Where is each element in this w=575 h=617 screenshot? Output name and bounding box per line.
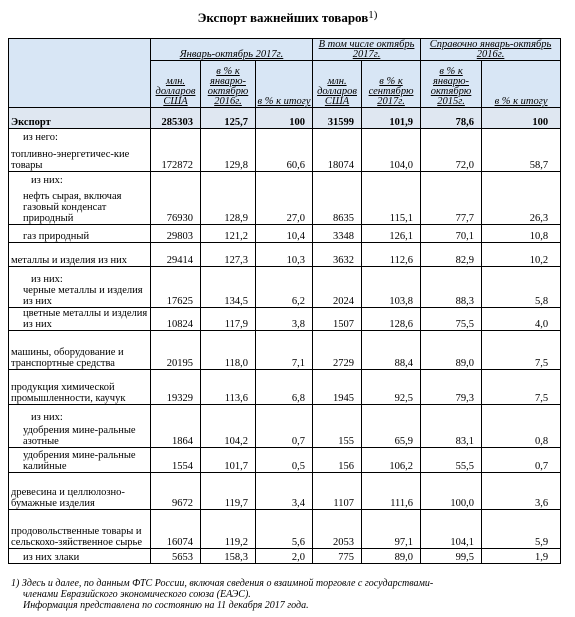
cell-col-6: 77,7: [421, 186, 482, 225]
table-row: [9, 143, 561, 172]
cell-col-7: 0,7: [482, 448, 561, 473]
cell-col-6: 70,1: [421, 225, 482, 243]
cell-col-4: 2024: [313, 285, 362, 308]
row-label: Экспорт: [9, 108, 151, 129]
cell-col-4: [313, 129, 362, 144]
table-row: [9, 267, 561, 286]
cell-col-2: 118,0: [201, 331, 256, 370]
cell-col-3: 3,4: [256, 473, 313, 510]
cell-col-2: 121,2: [201, 225, 256, 243]
row-label: удобрения мине-ральные азотные: [9, 423, 151, 448]
cell-col-2: [201, 267, 256, 286]
cell-col-3: [256, 129, 313, 144]
row-label: из них злаки: [9, 549, 151, 564]
cell-col-3: 10,3: [256, 243, 313, 267]
cell-col-6: [421, 172, 482, 187]
cell-col-1: [151, 172, 201, 187]
title-text: Экспорт важнейших товаров: [197, 10, 369, 25]
row-label: древесина и целлюлозно-бумажные изделия: [9, 473, 151, 510]
cell-col-7: [482, 405, 561, 424]
cell-col-2: [201, 405, 256, 424]
cell-col-6: 100,0: [421, 473, 482, 510]
cell-col-1: 29414: [151, 243, 201, 267]
cell-col-4: 2053: [313, 510, 362, 549]
cell-col-2: 104,2: [201, 423, 256, 448]
cell-col-7: 7,5: [482, 331, 561, 370]
header-pct-total: в % к итогу: [256, 61, 313, 108]
cell-col-5: 128,6: [362, 308, 421, 331]
cell-col-5: 88,4: [362, 331, 421, 370]
cell-col-2: 119,2: [201, 510, 256, 549]
footnote-2: членами Евразийского экономического союза (ЕАЭС).: [23, 589, 251, 600]
row-label: из него:: [9, 129, 151, 144]
table-row: [9, 285, 561, 308]
table-row: [9, 331, 561, 370]
header-mln-usd-oct: млн. долларов США: [313, 61, 362, 108]
cell-col-7: 10,8: [482, 225, 561, 243]
table-row: [9, 510, 561, 549]
cell-col-3: 3,8: [256, 308, 313, 331]
cell-col-4: 8635: [313, 186, 362, 225]
cell-col-1: [151, 405, 201, 424]
cell-col-7: 5,9: [482, 510, 561, 549]
row-label: продукция химической промышленности, каучук: [9, 370, 151, 405]
cell-col-2: 158,3: [201, 549, 256, 564]
row-label: газ природный: [9, 225, 151, 243]
cell-col-7: 5,8: [482, 285, 561, 308]
cell-col-7: 10,2: [482, 243, 561, 267]
cell-col-3: 6,8: [256, 370, 313, 405]
cell-col-4: 1507: [313, 308, 362, 331]
cell-col-5: 92,5: [362, 370, 421, 405]
cell-col-6: 75,5: [421, 308, 482, 331]
cell-col-1: 29803: [151, 225, 201, 243]
table-body: [9, 108, 561, 564]
cell-col-3: 6,2: [256, 285, 313, 308]
cell-col-6: 72,0: [421, 143, 482, 172]
cell-col-4: 1945: [313, 370, 362, 405]
cell-col-1: 20195: [151, 331, 201, 370]
header-group-jan-oct-2017: Январь-октябрь 2017г.: [151, 39, 313, 61]
cell-col-2: [201, 129, 256, 144]
cell-col-3: 60,6: [256, 143, 313, 172]
table-row: [9, 225, 561, 243]
table-row: [9, 549, 561, 564]
cell-col-2: 134,5: [201, 285, 256, 308]
header-pct-total-2016: в % к итогу: [482, 61, 561, 108]
cell-col-3: 7,1: [256, 331, 313, 370]
cell-col-3: 10,4: [256, 225, 313, 243]
cell-col-3: 0,5: [256, 448, 313, 473]
row-label: цветные металлы и изделия из них: [9, 308, 151, 331]
title-footnote-mark: 1): [368, 9, 378, 21]
cell-col-2: 113,6: [201, 370, 256, 405]
cell-col-1: [151, 129, 201, 144]
cell-col-3: 27,0: [256, 186, 313, 225]
header-mln-usd: млн. долларов США: [151, 61, 201, 108]
cell-col-1: 76930: [151, 186, 201, 225]
cell-col-2: 129,8: [201, 143, 256, 172]
cell-col-7: 4,0: [482, 308, 561, 331]
cell-col-7: 100: [482, 108, 561, 129]
cell-col-5: 101,9: [362, 108, 421, 129]
cell-col-1: 285303: [151, 108, 201, 129]
cell-col-6: [421, 267, 482, 286]
cell-col-3: 0,7: [256, 423, 313, 448]
cell-col-1: [151, 267, 201, 286]
header-group-oct-2017: В том числе октябрь 2017г.: [313, 39, 421, 61]
cell-col-4: [313, 172, 362, 187]
cell-col-1: 1554: [151, 448, 201, 473]
cell-col-6: 79,3: [421, 370, 482, 405]
cell-col-7: 7,5: [482, 370, 561, 405]
row-label: нефть сырая, включая газовый конденсат природный: [9, 186, 151, 225]
cell-col-4: 3348: [313, 225, 362, 243]
cell-col-4: 3632: [313, 243, 362, 267]
row-label: удобрения мине-ральные калийные: [9, 448, 151, 473]
cell-col-4: 18074: [313, 143, 362, 172]
cell-col-6: [421, 129, 482, 144]
cell-col-5: 97,1: [362, 510, 421, 549]
cell-col-5: 126,1: [362, 225, 421, 243]
cell-col-5: 65,9: [362, 423, 421, 448]
header-pct-jan-oct-2015: в % к январю-октябрю 2015г.: [421, 61, 482, 108]
cell-col-1: 172872: [151, 143, 201, 172]
table-row: [9, 243, 561, 267]
footnote-1: 1) Здесь и далее, по данным ФТС России, включая сведения о взаимной торговле с государствами-: [11, 578, 434, 589]
footnote-3: Информация представлена по состоянию на 11 декабря 2017 года.: [23, 600, 309, 611]
cell-col-3: [256, 405, 313, 424]
cell-col-7: 26,3: [482, 186, 561, 225]
cell-col-7: [482, 129, 561, 144]
cell-col-3: 5,6: [256, 510, 313, 549]
cell-col-4: 2729: [313, 331, 362, 370]
cell-col-3: [256, 172, 313, 187]
header-group-jan-oct-2016: Справочно январь-октябрь 2016г.: [421, 39, 561, 61]
cell-col-7: 1,9: [482, 549, 561, 564]
cell-col-2: 119,7: [201, 473, 256, 510]
cell-col-5: [362, 172, 421, 187]
export-table: [8, 38, 561, 564]
table-row: [9, 448, 561, 473]
cell-col-5: 103,8: [362, 285, 421, 308]
table-row: [9, 129, 561, 144]
cell-col-1: 1864: [151, 423, 201, 448]
cell-col-6: [421, 405, 482, 424]
cell-col-5: 104,0: [362, 143, 421, 172]
cell-col-7: [482, 172, 561, 187]
row-label: из них:: [9, 172, 151, 187]
cell-col-5: 111,6: [362, 473, 421, 510]
row-label: из них:: [9, 405, 151, 424]
cell-col-5: 115,1: [362, 186, 421, 225]
table-row: [9, 186, 561, 225]
cell-col-4: 1107: [313, 473, 362, 510]
cell-col-3: 2,0: [256, 549, 313, 564]
row-label: из них:: [9, 267, 151, 286]
cell-col-2: [201, 172, 256, 187]
cell-col-6: 104,1: [421, 510, 482, 549]
cell-col-2: 101,7: [201, 448, 256, 473]
row-label: машины, оборудование и транспортные средства: [9, 331, 151, 370]
cell-col-6: 55,5: [421, 448, 482, 473]
table-row: [9, 473, 561, 510]
footnotes: [11, 578, 563, 611]
table-row: [9, 172, 561, 187]
cell-col-6: 99,5: [421, 549, 482, 564]
row-label: продовольственные товары и сельскохо-зяйственное сырье: [9, 510, 151, 549]
cell-col-4: 775: [313, 549, 362, 564]
cell-col-5: 112,6: [362, 243, 421, 267]
cell-col-1: 17625: [151, 285, 201, 308]
cell-col-1: 19329: [151, 370, 201, 405]
cell-col-2: 117,9: [201, 308, 256, 331]
cell-col-2: 125,7: [201, 108, 256, 129]
cell-col-5: [362, 405, 421, 424]
cell-col-4: 156: [313, 448, 362, 473]
cell-col-1: 10824: [151, 308, 201, 331]
cell-col-1: 16074: [151, 510, 201, 549]
row-label: топливно-энергетичес-кие товары: [9, 143, 151, 172]
cell-col-6: 78,6: [421, 108, 482, 129]
cell-col-7: 3,6: [482, 473, 561, 510]
cell-col-5: 89,0: [362, 549, 421, 564]
cell-col-4: 155: [313, 423, 362, 448]
header-blank: [9, 39, 151, 108]
table-row: [9, 108, 561, 129]
cell-col-2: 128,9: [201, 186, 256, 225]
header-pct-sep-2017: в % к сентябрю 2017г.: [362, 61, 421, 108]
cell-col-3: [256, 267, 313, 286]
cell-col-1: 5653: [151, 549, 201, 564]
cell-col-7: 58,7: [482, 143, 561, 172]
cell-col-6: 82,9: [421, 243, 482, 267]
cell-col-3: 100: [256, 108, 313, 129]
row-label: черные металлы и изделия из них: [9, 285, 151, 308]
cell-col-4: 31599: [313, 108, 362, 129]
cell-col-1: 9672: [151, 473, 201, 510]
table-row: [9, 308, 561, 331]
cell-col-6: 88,3: [421, 285, 482, 308]
cell-col-4: [313, 405, 362, 424]
header-pct-jan-oct-2016: в % к январю-октябрю 2016г.: [201, 61, 256, 108]
cell-col-4: [313, 267, 362, 286]
cell-col-6: 83,1: [421, 423, 482, 448]
table-row: [9, 370, 561, 405]
page-title: [0, 9, 575, 26]
cell-col-6: 89,0: [421, 331, 482, 370]
cell-col-7: [482, 267, 561, 286]
cell-col-5: 106,2: [362, 448, 421, 473]
table-row: [9, 405, 561, 424]
cell-col-5: [362, 267, 421, 286]
row-label: металлы и изделия из них: [9, 243, 151, 267]
cell-col-5: [362, 129, 421, 144]
cell-col-7: 0,8: [482, 423, 561, 448]
cell-col-2: 127,3: [201, 243, 256, 267]
table-row: [9, 423, 561, 448]
